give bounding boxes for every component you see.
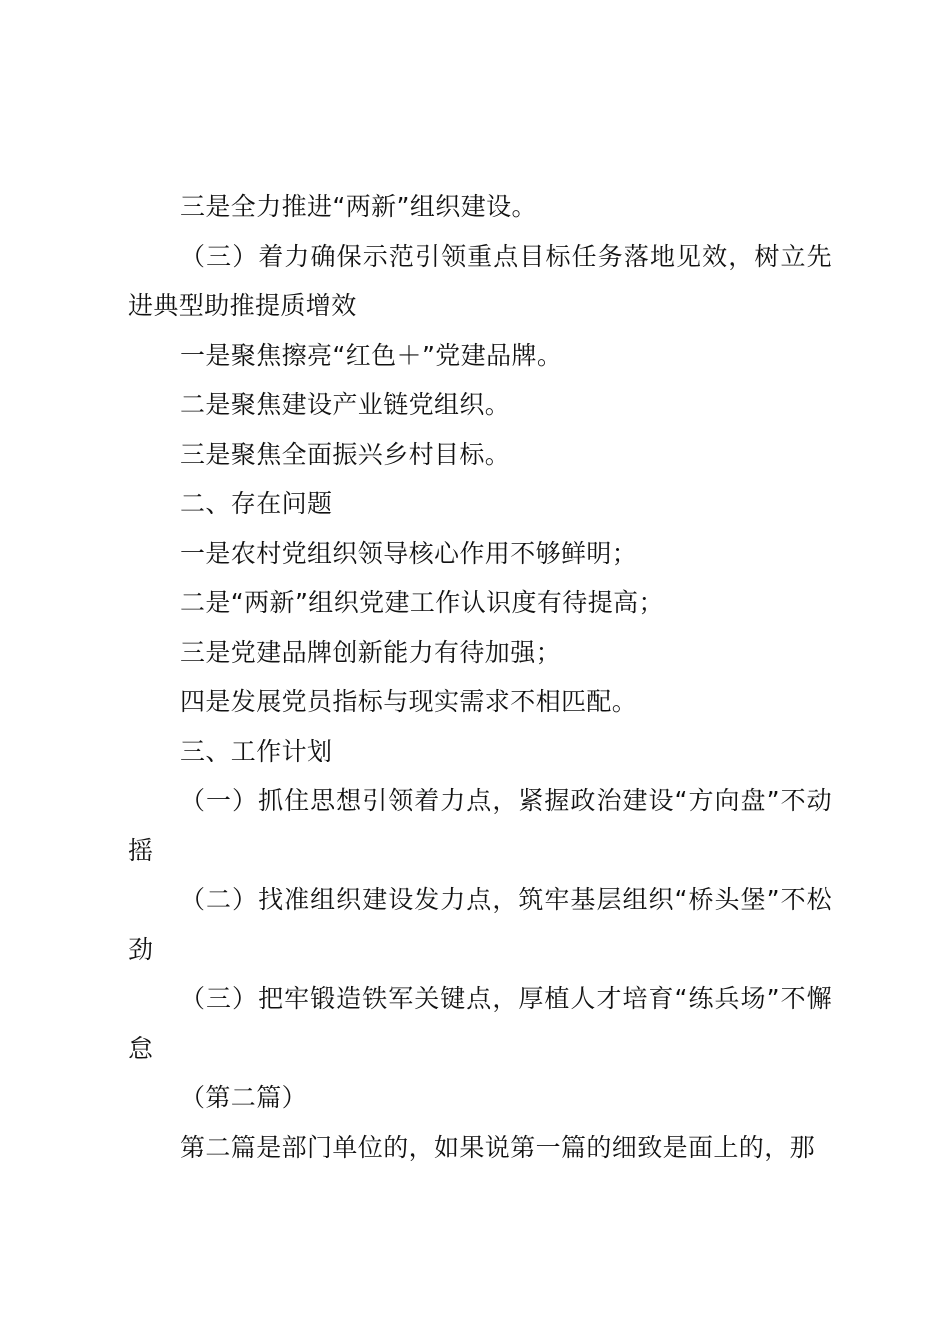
second-article-heading: （第二篇） (180, 1083, 308, 1112)
section-heading-work-plan: 三、工作计划 (180, 736, 333, 766)
paragraph-red-plus-brand: 一是聚焦擦亮“红色＋”党建品牌。 (180, 340, 563, 370)
document-body (128, 182, 832, 1172)
plan-item-3: （三）把牢锻造铁军关键点，厚植人才培育“练兵场”不懈怠 (128, 984, 832, 1063)
plan-item-1: （一）抓住思想引领着力点，紧握政治建设“方向盘”不动摇 (128, 786, 832, 865)
plan-item-2: （二）找准组织建设发力点，筑牢基层组织“桥头堡”不松劲 (128, 885, 832, 964)
second-article-intro: 第二篇是部门单位的，如果说第一篇的细致是面上的，那 (180, 1132, 816, 1162)
paragraph-two-new-organizations: 三是全力推进“两新”组织建设。 (180, 192, 537, 221)
paragraph-rural-revitalization: 三是聚焦全面振兴乡村目标。 (180, 439, 511, 469)
problem-item-3: 三是党建品牌创新能力有待加强； (180, 637, 562, 667)
section-heading-demonstration-leadership: （三）着力确保示范引领重点目标任务落地见效，树立先进典型助推提质增效 (128, 241, 832, 320)
problem-item-1: 一是农村党组织领导核心作用不够鲜明； (180, 538, 638, 568)
section-heading-existing-problems: 二、存在问题 (180, 489, 333, 518)
problem-item-4: 四是发展党员指标与现实需求不相匹配。 (180, 687, 638, 716)
problem-item-2: 二是“两新”组织党建工作认识度有待提高； (180, 588, 664, 617)
paragraph-industry-chain-party: 二是聚焦建设产业链党组织。 (180, 390, 511, 419)
